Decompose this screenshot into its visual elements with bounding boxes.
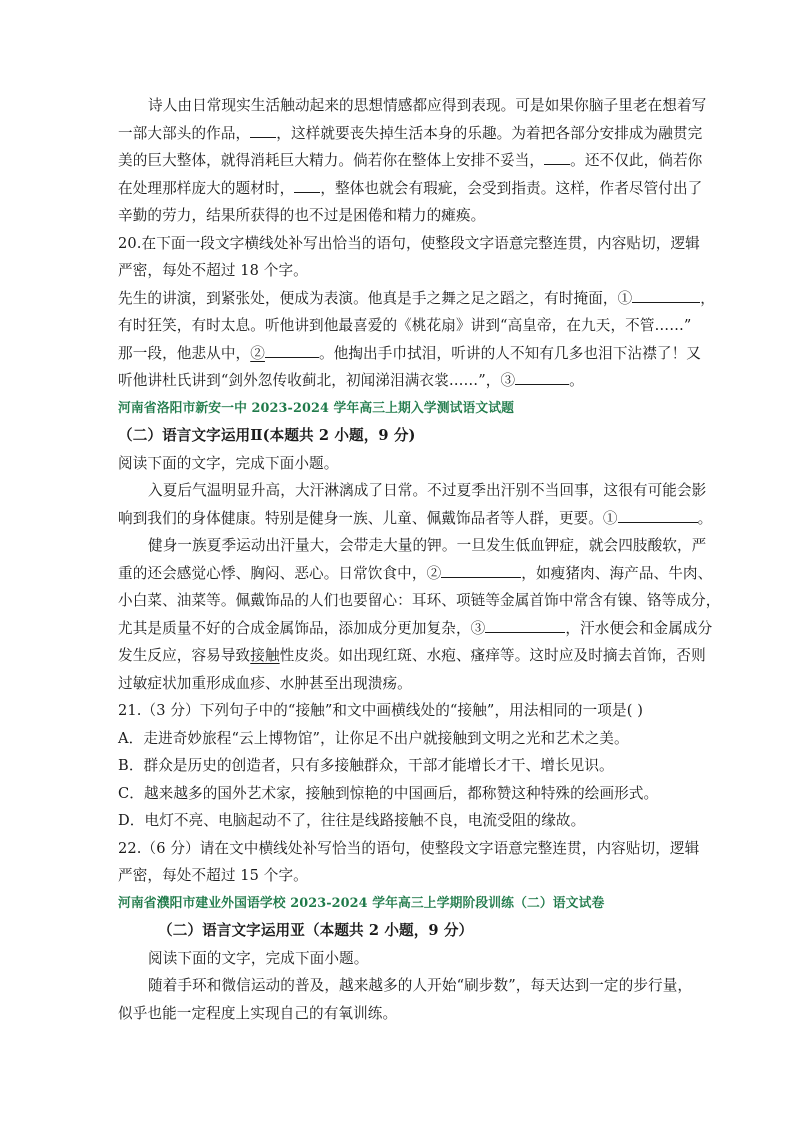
fill-blank-3: [485, 620, 565, 633]
fill-blank-1: [632, 290, 700, 303]
source-title: 河南省濮阳市建业外国语学校 2023-2024 学年高三上学期阶段训练（二）语文试卷: [118, 895, 605, 911]
passage-line: 过敏症状加重形成血疹、水肿甚至出现溃疡。: [118, 674, 412, 692]
question-21: 21.（3 分）下列句子中的“接触”和文中画横线处的“接触”，用法相同的一项是( ): [118, 702, 644, 719]
option-a: A．走进奇妙旅程“云上博物馆”，让你足不出户就接触到文明之光和艺术之美。: [118, 729, 629, 747]
passage-line: 健身一族夏季运动出汗量大，会带走大量的钾。一旦发生低血钾症，就会四肢酸软，严: [148, 537, 707, 554]
page-content: [118, 92, 721, 1027]
instruction: 阅读下面的文字，完成下面小题。: [118, 454, 339, 472]
passage-line: 辛勤的劳力，结果所获得的也不过是困倦和精力的瘫痪。: [118, 207, 486, 224]
question-22: 22.（6 分）请在文中横线处补写恰当的语句，使整段文字语意完整连贯，内容贴切，逻辑: [118, 839, 700, 857]
passage-line: 小白菜、油菜等。佩戴饰品的人们也要留心：耳环、项链等金属首饰中常含有镍、铬等成分，: [118, 592, 721, 609]
passage-line: 有时狂笑，有时太息。听他讲到他最喜爱的《桃花扇》讲到“高皇帝，在九天，不管……”: [118, 317, 692, 334]
passage-line: 美的巨大整体，就得消耗巨大精力。倘若你在整体上安排不妥当， 。还不仅此，倘若你: [118, 152, 703, 169]
section-heading: （二）语言文字运用亚（本题共 2 小题，9 分）: [158, 922, 474, 939]
passage-line: 发生反应，容易导致接触性皮炎。如出现红斑、水疱、瘙痒等。这时应及时摘去首饰，否则: [118, 647, 706, 664]
passage-line: 先生的讲演，到紧张处，便成为表演。他真是手之舞之足之蹈之，有时掩面，① ，: [118, 289, 715, 307]
passage-line: 在处理那样庞大的题材时， ，整体也就会有瑕疵，会受到指责。这样，作者尽管付出了: [118, 179, 703, 197]
option-d: D．电灯不亮、电脑起动不了，往往是线路接触不良，电流受阻的缘故。: [118, 812, 586, 829]
passage-line: 响到我们的身体健康。特别是健身一族、儿童、佩戴饰品者等人群，更要。① 。: [118, 509, 713, 527]
fill-blank: [544, 152, 570, 165]
fill-blank-2: [265, 345, 319, 358]
passage-line: 似乎也能一定程度上实现自己的有氧训练。: [118, 1004, 398, 1022]
passage-line: 一部大部头的作品， ，这样就要丧失掉生活本身的乐趣。为着把各部分安排成为融贯完: [118, 124, 703, 142]
fill-blank-1: [618, 510, 698, 523]
fill-blank-3: [515, 372, 569, 385]
passage-line: 那一段，他悲从中，② 。他掏出手巾拭泪，听讲的人不知有几多也泪下沾襟了！又: [118, 344, 701, 362]
question-22-cont: 严密，每处不超过 15 个字。: [118, 867, 308, 884]
instruction: 阅读下面的文字，完成下面小题。: [148, 949, 369, 967]
fill-blank: [294, 180, 320, 193]
passage-line: 入夏后气温明显升高，大汗淋漓成了日常。不过夏季出汗别不当回事，这很有可能会影: [148, 482, 707, 499]
fill-blank-2: [441, 565, 521, 578]
underlined-term: 接触: [250, 647, 280, 664]
fill-blank: [250, 125, 276, 138]
option-c: C．越来越多的国外艺术家，接触到惊艳的中国画后，都称赞这种特殊的绘画形式。: [118, 784, 659, 802]
passage-line: 尤其是质量不好的合成金属饰品，添加成分更加复杂，③ ，汗水便会和金属成分: [118, 619, 713, 637]
question-20-cont: 严密，每处不超过 18 个字。: [118, 262, 308, 279]
question-20: 20.在下面一段文字横线处补写出恰当的语句，使整段文字语意完整连贯，内容贴切，逻辑: [118, 234, 700, 252]
passage-line: 听他讲杜氏讲到“剑外忽传收蓟北，初闻涕泪满衣裳……”，③ 。: [118, 372, 584, 389]
option-b: B．群众是历史的创造者，只有多接触群众，干部才能增长才干、增长见识。: [118, 757, 614, 774]
source-title: 河南省洛阳市新安一中 2023-2024 学年高三上期入学测试语文试题: [118, 400, 515, 416]
section-heading: （二）语言文字运用Ⅱ(本题共 2 小题，9 分): [118, 427, 416, 444]
passage-line: 重的还会感觉心悸、胸闷、恶心。日常饮食中，② ，如瘦猪肉、海产品、牛肉、: [118, 564, 713, 582]
passage-line: 随着手环和微信运动的普及，越来越多的人开始“刷步数”，每天达到一定的步行量，: [148, 977, 693, 994]
passage-line: 诗人由日常现实生活触动起来的思想情感都应得到表现。可是如果你脑子里老在想着写: [148, 97, 707, 114]
